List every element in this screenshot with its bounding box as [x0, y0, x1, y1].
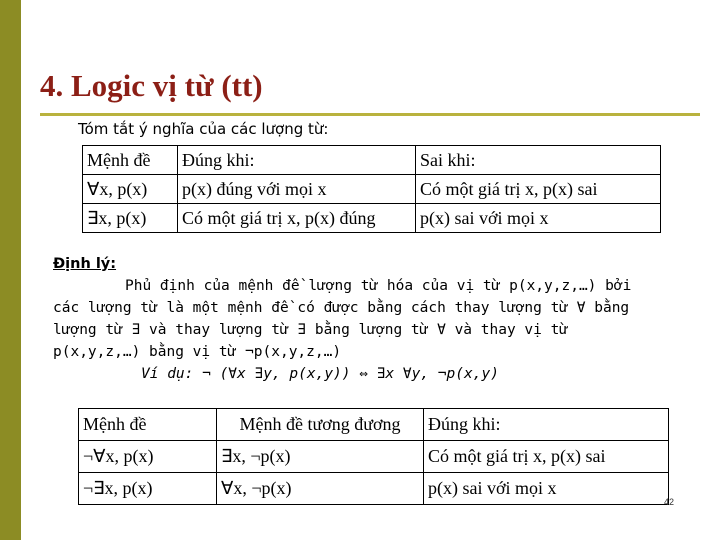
table-cell: ∀x, p(x): [83, 175, 178, 204]
table-header-cell: Mệnh đề: [83, 146, 178, 175]
table-cell: ∀x, ¬p(x): [217, 473, 424, 505]
table-row: [83, 175, 661, 204]
quantifier-summary-table: [82, 145, 661, 233]
table-row: [79, 473, 669, 505]
negation-table: [78, 408, 669, 505]
theorem-line: các lượng từ là một mệnh đề có được bằng cách thay lượng từ ∀ bằng: [53, 300, 630, 316]
table-cell: ¬∀x, p(x): [79, 441, 217, 473]
table-header-cell: Đúng khi:: [424, 409, 669, 441]
table-header-row: [83, 146, 661, 175]
table-cell: ∃x, p(x): [83, 204, 178, 233]
table1-caption: Tóm tắt ý nghĩa của các lượng từ:: [78, 120, 329, 138]
title-divider: [40, 113, 700, 116]
table-row: [83, 204, 661, 233]
theorem-heading: Định lý:: [53, 256, 117, 272]
table-cell: ∃x, ¬p(x): [217, 441, 424, 473]
page-number: 42: [664, 497, 675, 507]
sidebar-bar: [0, 0, 21, 540]
table-cell: p(x) đúng với mọi x: [178, 175, 416, 204]
theorem-line: p(x,y,z,…) bằng vị từ ¬p(x,y,z,…): [53, 344, 342, 360]
table-header-cell: Đúng khi:: [178, 146, 416, 175]
table-header-cell: Sai khi:: [416, 146, 661, 175]
table-cell: Có một giá trị x, p(x) đúng: [178, 204, 416, 233]
theorem-block: [53, 253, 703, 385]
table-cell: ¬∃x, p(x): [79, 473, 217, 505]
table-cell: p(x) sai với mọi x: [424, 473, 669, 505]
theorem-line: Phủ định của mệnh đề lượng từ hóa của vị từ p(x,y,z,…) bởi: [125, 278, 632, 294]
theorem-line: lượng từ ∃ và thay lượng từ ∃ bằng lượng từ ∀ và thay vị từ: [53, 322, 569, 338]
theorem-example: Ví dụ: ¬ (∀x ∃y, p(x,y)) ⇔ ∃x ∀y, ¬p(x,y): [141, 366, 499, 382]
page-title: 4. Logic vị từ (tt): [40, 68, 263, 103]
table-cell: Có một giá trị x, p(x) sai: [424, 441, 669, 473]
table-header-cell: Mệnh đề tương đương: [217, 409, 424, 441]
table-header-cell: Mệnh đề: [79, 409, 217, 441]
table-cell: Có một giá trị x, p(x) sai: [416, 175, 661, 204]
table-row: [79, 441, 669, 473]
table-header-row: [79, 409, 669, 441]
table-cell: p(x) sai với mọi x: [416, 204, 661, 233]
